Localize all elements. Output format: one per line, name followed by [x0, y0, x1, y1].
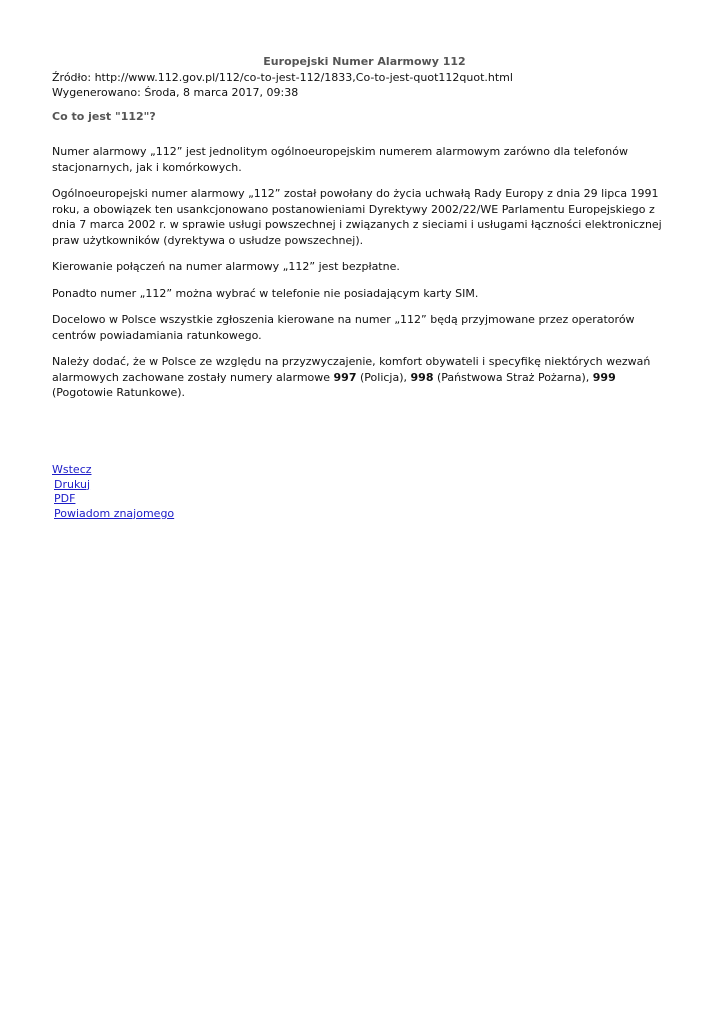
paragraph-4: Ponadto numer „112” można wybrać w telefonie nie posiadającym karty SIM. — [52, 286, 479, 300]
article-body — [52, 144, 677, 401]
fire-number: 998 — [410, 370, 434, 384]
paragraph-6-intro: Należy dodać, że w Polsce ze względu na przyzwyczajenie, komfort obywateli i specyfikę niektórych wezwań alarmowych zachowane zostały numery alarmowe — [52, 355, 651, 384]
back-link[interactable]: Wstecz — [52, 463, 92, 476]
footer-links — [52, 463, 174, 521]
ambulance-label: (Pogotowie Ratunkowe). — [52, 386, 185, 399]
ambulance-number: 999 — [592, 370, 616, 384]
paragraph-3: Kierowanie połączeń na numer alarmowy „112” jest bezpłatne. — [52, 260, 400, 273]
document-page — [52, 55, 677, 412]
paragraph-1: Numer alarmowy „112” jest jednolitym ogólnoeuropejskim numerem alarmowym zarówno dla telefonów stacjonarnych, jak i komórkowych. — [52, 145, 628, 174]
paragraph-6 — [52, 354, 677, 401]
section-title: Co to jest "112"? — [52, 110, 156, 123]
document-title: Europejski Numer Alarmowy 112 — [263, 55, 466, 68]
notify-friend-link[interactable]: Powiadom znajomego — [54, 506, 175, 520]
paragraph-2: Ogólnoeuropejski numer alarmowy „112” został powołany do życia uchwałą Rady Europy z dnia 29 lipca 1991 roku, a obowiązek ten usankcjonowano postanowieniami Dyrektywy 2002/22/WE Parlamentu Europejskiego z dnia 7 marca 2002 r. w sprawie usługi powszechnej i związanych z sieciami i usługami łączności elektronicznej praw użytkowników (dyrektywa o usłudze powszechnej). — [52, 187, 662, 247]
police-number: 997 — [333, 370, 357, 384]
paragraph-5: Docelowo w Polsce wszystkie zgłoszenia kierowane na numer „112” będą przyjmowane przez operatorów centrów powiadamiania ratunkowego. — [52, 313, 635, 342]
pdf-link[interactable]: PDF — [54, 492, 76, 506]
print-link[interactable]: Drukuj — [54, 477, 91, 491]
source-line: Źródło: http://www.112.gov.pl/112/co-to-jest-112/1833,Co-to-jest-quot112quot.html — [52, 71, 513, 84]
generated-line: Wygenerowano: Środa, 8 marca 2017, 09:38 — [52, 86, 299, 99]
police-label: (Policja), — [356, 370, 411, 384]
fire-label: (Państwowa Straż Pożarna), — [433, 370, 593, 384]
